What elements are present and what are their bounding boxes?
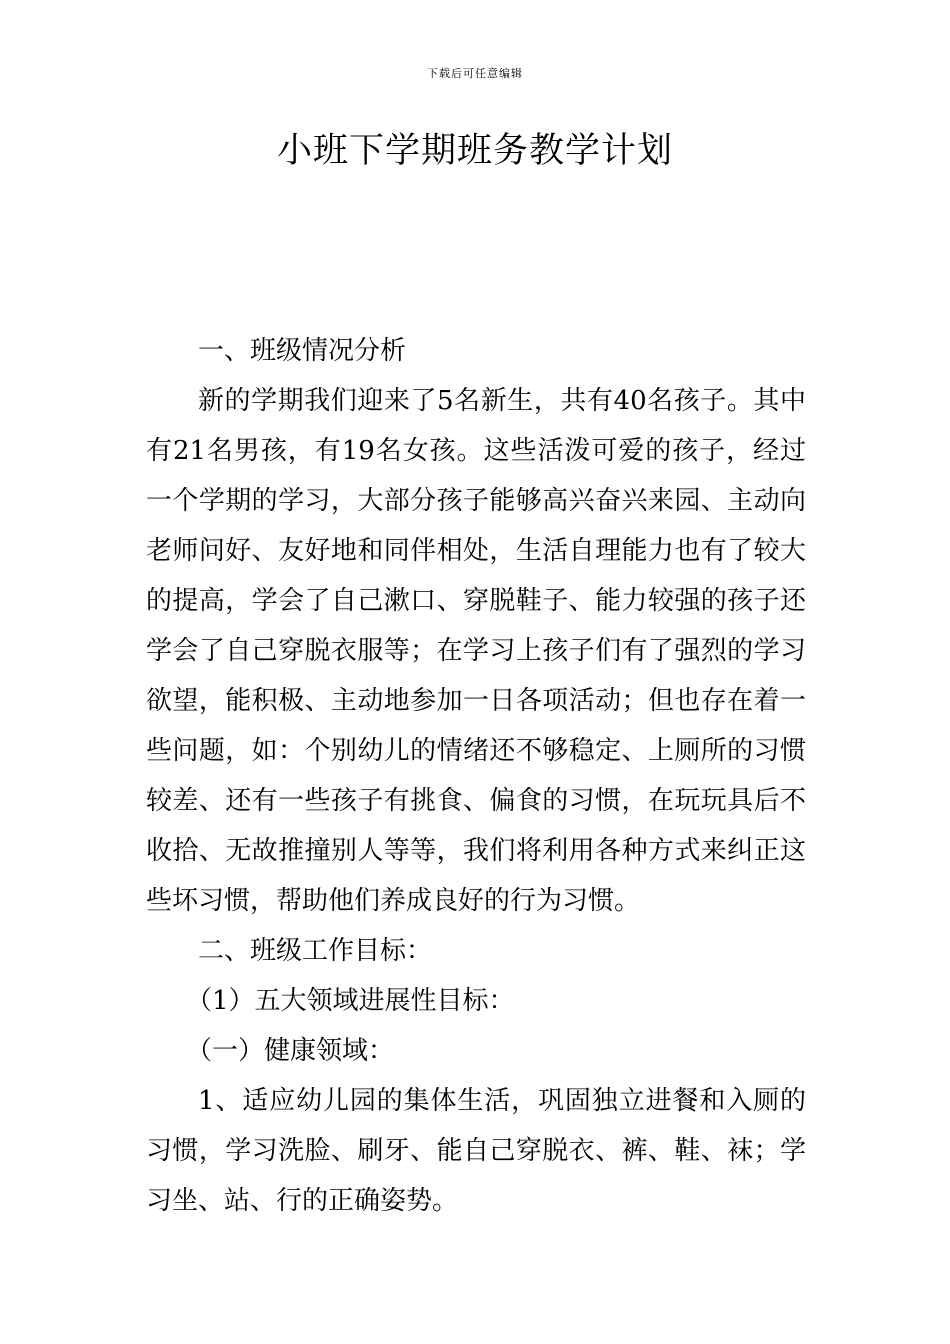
subheading-health-domain: （一）健康领域： bbox=[186, 1036, 395, 1066]
subheading-five-domains: （1）五大领域进展性目标： bbox=[186, 986, 515, 1016]
section-heading-work-goals: 二、班级工作目标： bbox=[198, 936, 433, 966]
paragraph-class-analysis: 新的学期我们迎来了5名新生，共有40名孩子。其中有21名男孩，有19名女孩。这些活泼可爱的孩子，经过一个学期的学习，大部分孩子能够高兴奋兴来园、主动向老师问好、友好地和同伴相处，生活自理能力也有了较大的提高，学会了自己漱口、穿脱鞋子、能力较强的孩子还学会了自己穿脱衣服等；在学习上孩子们有了强烈的学习欲望，能积极、主动地参加一日各项活动；但也存在着一些问题，如：个别幼儿的情绪还不够稳定、上厕所的习惯较差、还有一些孩子有挑食、偏食的习惯，在玩玩具后不收拾、无故推撞别人等等，我们将利用各种方式来纠正这些坏习惯，帮助他们养成良好的行为习惯。 bbox=[146, 386, 806, 916]
document-body bbox=[146, 326, 806, 1226]
header-note: 下载后可任意编辑 bbox=[427, 67, 523, 80]
document-title: 小班下学期班务教学计划 bbox=[276, 131, 673, 171]
paragraph-health-goal-1: 1、适应幼儿园的集体生活，巩固独立进餐和入厕的习惯，学习洗脸、刷牙、能自己穿脱衣、裤、鞋、袜；学习坐、站、行的正确姿势。 bbox=[146, 1086, 806, 1216]
section-heading-class-analysis: 一、班级情况分析 bbox=[198, 336, 407, 366]
